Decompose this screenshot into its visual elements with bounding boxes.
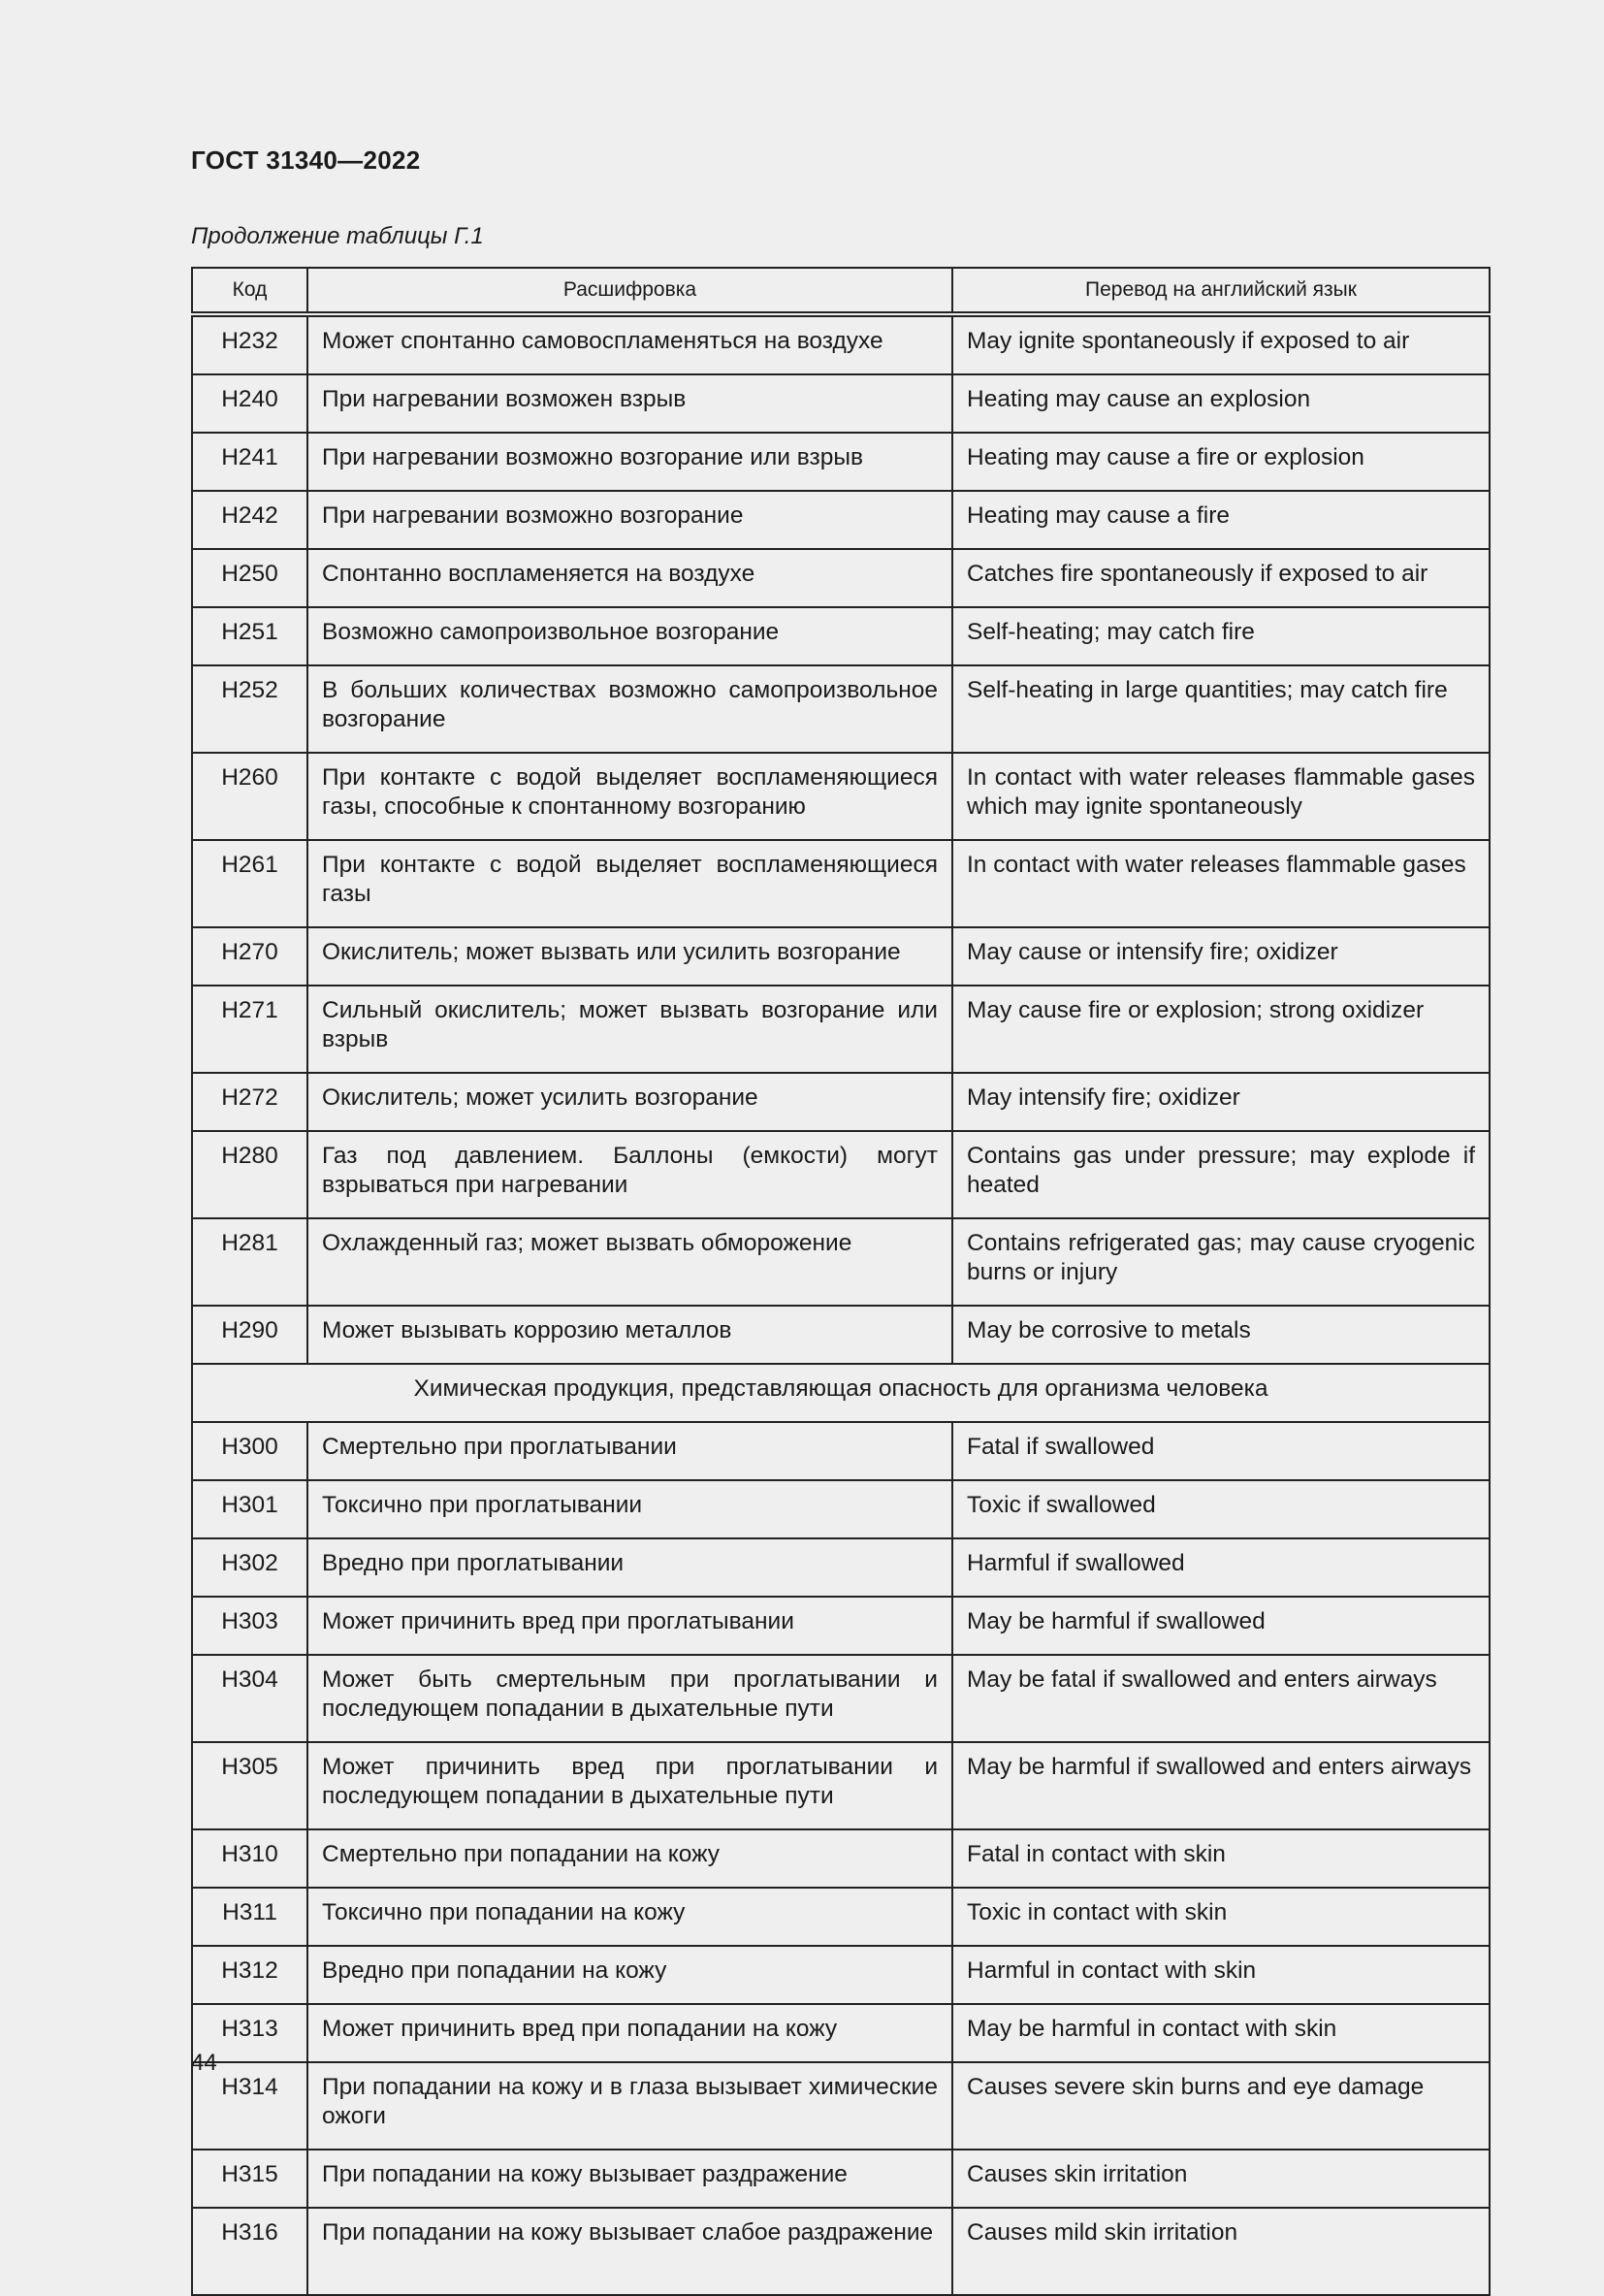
cell-code: H280	[192, 1131, 307, 1218]
cell-en: May be harmful if swallowed and enters airways	[952, 1742, 1490, 1829]
cell-code: H316	[192, 2208, 307, 2295]
document-header: ГОСТ 31340—2022	[191, 146, 421, 175]
cell-ru: При контакте с водой выделяет воспламеняющиеся газы, способные к спонтанному возгоранию	[307, 753, 952, 840]
cell-code: H270	[192, 927, 307, 986]
table-body-health-hazards	[192, 1422, 1490, 2295]
cell-en: May be corrosive to metals	[952, 1306, 1490, 1364]
cell-ru: При контакте с водой выделяет воспламеняющиеся газы	[307, 840, 952, 927]
cell-ru: При попадании на кожу вызывает раздражение	[307, 2150, 952, 2208]
table-row	[192, 986, 1490, 1073]
table-row	[192, 314, 1490, 374]
cell-en: Catches fire spontaneously if exposed to air	[952, 549, 1490, 607]
cell-en: In contact with water releases flammable gases	[952, 840, 1490, 927]
cell-ru: При нагревании возможно возгорание	[307, 491, 952, 549]
cell-ru: Окислитель; может усилить возгорание	[307, 1073, 952, 1131]
cell-ru: Спонтанно воспламеняется на воздухе	[307, 549, 952, 607]
cell-code: H303	[192, 1597, 307, 1655]
cell-code: H241	[192, 433, 307, 491]
cell-code: H272	[192, 1073, 307, 1131]
cell-ru: Смертельно при попадании на кожу	[307, 1829, 952, 1888]
table-row	[192, 491, 1490, 549]
cell-code: H290	[192, 1306, 307, 1364]
table-row	[192, 1480, 1490, 1538]
cell-ru: В больших количествах возможно самопроизвольное возгорание	[307, 665, 952, 753]
table-row	[192, 1538, 1490, 1597]
cell-ru: Может спонтанно самовоспламеняться на воздухе	[307, 314, 952, 374]
table-row	[192, 433, 1490, 491]
cell-ru: При попадании на кожу вызывает слабое раздражение	[307, 2208, 952, 2295]
cell-code: H302	[192, 1538, 307, 1597]
cell-en: Contains refrigerated gas; may cause cryogenic burns or injury	[952, 1218, 1490, 1306]
table-body-physical-hazards	[192, 314, 1490, 1364]
table-row	[192, 1422, 1490, 1480]
cell-en: Causes mild skin irritation	[952, 2208, 1490, 2295]
cell-en: Harmful in contact with skin	[952, 1946, 1490, 2004]
cell-code: H314	[192, 2062, 307, 2150]
cell-code: H313	[192, 2004, 307, 2062]
cell-en: May ignite spontaneously if exposed to air	[952, 314, 1490, 374]
cell-ru: Токсично при попадании на кожу	[307, 1888, 952, 1946]
cell-code: H315	[192, 2150, 307, 2208]
cell-ru: Окислитель; может вызвать или усилить возгорание	[307, 927, 952, 986]
hazard-codes-table	[191, 267, 1491, 2296]
cell-ru: Вредно при проглатывании	[307, 1538, 952, 1597]
cell-code: H312	[192, 1946, 307, 2004]
cell-code: H252	[192, 665, 307, 753]
cell-code: H310	[192, 1829, 307, 1888]
cell-ru: Может вызывать коррозию металлов	[307, 1306, 952, 1364]
table-row	[192, 2004, 1490, 2062]
cell-ru: Может быть смертельным при проглатывании и последующем попадании в дыхательные пути	[307, 1655, 952, 1742]
cell-ru: Может причинить вред при попадании на кожу	[307, 2004, 952, 2062]
cell-en: Fatal if swallowed	[952, 1422, 1490, 1480]
cell-en: May cause or intensify fire; oxidizer	[952, 927, 1490, 986]
cell-en: Fatal in contact with skin	[952, 1829, 1490, 1888]
cell-code: H251	[192, 607, 307, 665]
cell-code: H260	[192, 753, 307, 840]
table-row	[192, 1742, 1490, 1829]
table-row	[192, 1888, 1490, 1946]
table-row	[192, 607, 1490, 665]
page-number: 44	[191, 2050, 217, 2076]
cell-code: H240	[192, 374, 307, 433]
table-row	[192, 665, 1490, 753]
table-row	[192, 2208, 1490, 2295]
table-row	[192, 1946, 1490, 2004]
cell-code: H281	[192, 1218, 307, 1306]
cell-code: H311	[192, 1888, 307, 1946]
section-title: Химическая продукция, представляющая опасность для организма человека	[192, 1364, 1490, 1422]
cell-en: In contact with water releases flammable gases which may ignite spontaneously	[952, 753, 1490, 840]
cell-en: Self-heating in large quantities; may catch fire	[952, 665, 1490, 753]
table-row	[192, 1597, 1490, 1655]
table-header-row	[192, 268, 1490, 314]
cell-en: Causes skin irritation	[952, 2150, 1490, 2208]
cell-en: Contains gas under pressure; may explode if heated	[952, 1131, 1490, 1218]
cell-code: H242	[192, 491, 307, 549]
cell-ru: Газ под давлением. Баллоны (емкости) могут взрываться при нагревании	[307, 1131, 952, 1218]
column-header-en: Перевод на английский язык	[952, 268, 1490, 314]
cell-en: May be fatal if swallowed and enters airways	[952, 1655, 1490, 1742]
cell-ru: Токсично при проглатывании	[307, 1480, 952, 1538]
table-row	[192, 1829, 1490, 1888]
cell-ru: Сильный окислитель; может вызвать возгорание или взрыв	[307, 986, 952, 1073]
cell-code: H232	[192, 314, 307, 374]
cell-en: Harmful if swallowed	[952, 1538, 1490, 1597]
cell-ru: Может причинить вред при проглатывании	[307, 1597, 952, 1655]
cell-en: Toxic in contact with skin	[952, 1888, 1490, 1946]
cell-en: May be harmful if swallowed	[952, 1597, 1490, 1655]
cell-ru: При нагревании возможен взрыв	[307, 374, 952, 433]
cell-ru: Возможно самопроизвольное возгорание	[307, 607, 952, 665]
cell-en: Heating may cause a fire	[952, 491, 1490, 549]
cell-ru: Может причинить вред при проглатывании и последующем попадании в дыхательные пути	[307, 1742, 952, 1829]
table-row	[192, 1218, 1490, 1306]
cell-code: H250	[192, 549, 307, 607]
table-section-row	[192, 1364, 1490, 1422]
cell-en: Heating may cause a fire or explosion	[952, 433, 1490, 491]
cell-ru: Вредно при попадании на кожу	[307, 1946, 952, 2004]
column-header-code: Код	[192, 268, 307, 314]
table-row	[192, 840, 1490, 927]
cell-en: Self-heating; may catch fire	[952, 607, 1490, 665]
cell-code: H301	[192, 1480, 307, 1538]
cell-code: H305	[192, 1742, 307, 1829]
table-row	[192, 2150, 1490, 2208]
table-row	[192, 1306, 1490, 1364]
table-row	[192, 753, 1490, 840]
cell-code: H300	[192, 1422, 307, 1480]
cell-ru: Смертельно при проглатывании	[307, 1422, 952, 1480]
cell-en: May cause fire or explosion; strong oxidizer	[952, 986, 1490, 1073]
table-row	[192, 1131, 1490, 1218]
cell-code: H271	[192, 986, 307, 1073]
cell-ru: При нагревании возможно возгорание или взрыв	[307, 433, 952, 491]
cell-code: H304	[192, 1655, 307, 1742]
column-header-ru: Расшифровка	[307, 268, 952, 314]
table-row	[192, 1655, 1490, 1742]
table-row	[192, 549, 1490, 607]
table-row	[192, 2062, 1490, 2150]
cell-ru: Охлажденный газ; может вызвать обморожение	[307, 1218, 952, 1306]
table-row	[192, 1073, 1490, 1131]
cell-en: May be harmful in contact with skin	[952, 2004, 1490, 2062]
cell-en: May intensify fire; oxidizer	[952, 1073, 1490, 1131]
cell-en: Causes severe skin burns and eye damage	[952, 2062, 1490, 2150]
table-caption: Продолжение таблицы Г.1	[191, 223, 484, 249]
table-row	[192, 374, 1490, 433]
cell-en: Heating may cause an explosion	[952, 374, 1490, 433]
cell-en: Toxic if swallowed	[952, 1480, 1490, 1538]
table-row	[192, 927, 1490, 986]
cell-code: H261	[192, 840, 307, 927]
cell-ru: При попадании на кожу и в глаза вызывает химические ожоги	[307, 2062, 952, 2150]
